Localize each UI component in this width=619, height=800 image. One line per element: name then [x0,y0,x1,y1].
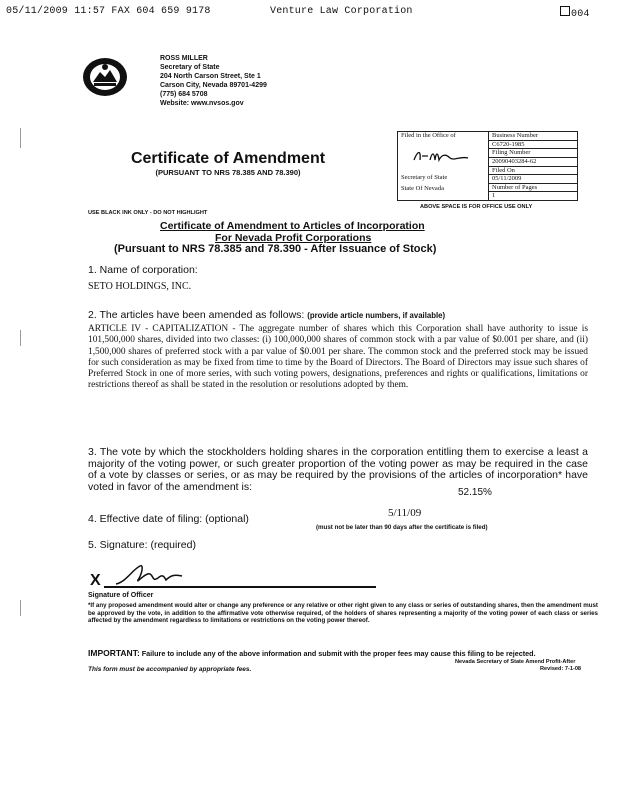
fees-notice: This form must be accompanied by appropriate fees. [88,666,252,673]
office-website: Website: www.nvsos.gov [160,100,244,107]
office-title: Secretary of State [160,64,220,71]
state-label: State Of Nevada [401,185,444,192]
pages-label: Number of Pages [489,183,578,192]
article-iv-heading: ARTICLE IV - CAPITALIZATION [88,324,229,334]
section5-label: 5. Signature: (required) [88,539,196,551]
office-address1: 204 North Carson Street, Ste 1 [160,73,261,80]
filed-on: 05/11/2009 [489,175,578,184]
fax-company: Venture Law Corporation [270,6,413,17]
signature-caption: Signature of Officer [88,592,154,599]
business-number-label: Business Number [489,132,578,141]
secretary-label: Secretary of State [401,174,448,181]
vote-percentage: 52.15% [458,487,492,498]
form-revised: Revised: 7-1-08 [540,666,582,672]
scan-mark [20,600,21,616]
corporation-name: SETO HOLDINGS, INC. [88,281,192,292]
section1-label: 1. Name of corporation: [88,264,198,276]
article-iv-body: - The aggregate number of shares which this Corporation shall have authority to issue is 101,500,000 shares, divided into two classes: (i) 100,000,000 shares of common stock with a par value of $0.001 per share, and (ii) 1,500,000 shares of preferred stock with a par value of $0.001 per share. The common stock and the preferred stock may be issued for such consideration as may be fixed from time to time by the Board of Directors. The Board of Directors may issue such shares of Preferred Stock in one of more series, with such voting powers, designations, preferences and rights or qualifications, limitations or restrictions thereof as shall be stated in the resolution or resolutions adopted by them. [88,324,588,391]
signature-mark: X [90,572,101,589]
article-iv-text [88,324,588,392]
important-label: IMPORTANT: [88,648,140,658]
office-phone: (775) 684 5708 [160,91,208,98]
filing-number: 20090403284-62 [489,157,578,166]
form-title-line3: (Pursuant to NRS 78.385 and 78.390 - After Issuance of Stock) [114,243,437,255]
filed-label: Filed in the Office of [401,132,456,139]
fax-page: 004 [560,6,590,20]
business-number: C6720-1985 [489,140,578,149]
scan-mark [20,128,21,148]
signature-line [104,586,376,588]
pages-count: 1 [489,192,578,201]
section2-hint: (provide article numbers, if available) [307,311,446,320]
certificate-title: Certificate of Amendment [130,150,326,167]
important-notice [88,648,536,658]
office-address2: Carson City, Nevada 89701-4299 [160,82,267,89]
fax-datetime: 05/11/2009 11:57 FAX 604 659 9178 [6,6,211,17]
section4-label: 4. Effective date of filing: (optional) [88,513,249,525]
office-use-instruction: ABOVE SPACE IS FOR OFFICE USE ONLY [420,204,533,210]
nevada-seal-icon [80,55,130,99]
ink-instruction: USE BLACK INK ONLY - DO NOT HIGHLIGHT [88,210,208,216]
filing-number-label: Filing Number [489,149,578,158]
effective-date-note: (must not be later than 90 days after the certificate is filed) [316,524,488,531]
effective-date: 5/11/09 [388,507,422,519]
filed-on-label: Filed On [489,166,578,175]
office-name: ROSS MILLER [160,55,208,62]
secretary-signature-icon [412,146,472,166]
form-id: Nevada Secretary of State Amend Profit-After [455,659,576,665]
section3-text: 3. The vote by which the stockholders holding shares in the corporation entitling them to exercise a least a majority of the voting power, or such greater proportion of the voting power as may be required in the case of a vote by classes or series, or as may be required by the provisions of the articles of incorporation* have voted in favor of the amendment is: [88,446,588,493]
section2-label: 2. The articles have been amended as follows: (provide article numbers, if available) [88,309,446,321]
office-header [160,54,267,108]
filing-box [397,131,578,201]
form-title-line2: For Nevada Profit Corporations [215,232,372,244]
fax-page-icon [560,6,570,16]
certificate-subtitle: (PURSUANT TO NRS 78.385 AND 78.390) [155,168,301,177]
filing-office-cell [398,132,489,201]
important-text: Failure to include any of the above information and submit with the proper fees may cause this filing to be rejected. [141,649,536,658]
footnote: *If any proposed amendment would alter or change any preference or any relative or other right given to any class or series of outstanding shares, then the amendment must be approved by the vote, in addition to the affirmative vote otherwise required, of the holders of shares representing a majority of the voting power of each class or series affected by the amendment regardless to limitations or restrictions on the voting power thereof. [88,602,598,625]
scan-mark [20,330,21,346]
form-title-line1: Certificate of Amendment to Articles of Incorporation [160,220,425,232]
